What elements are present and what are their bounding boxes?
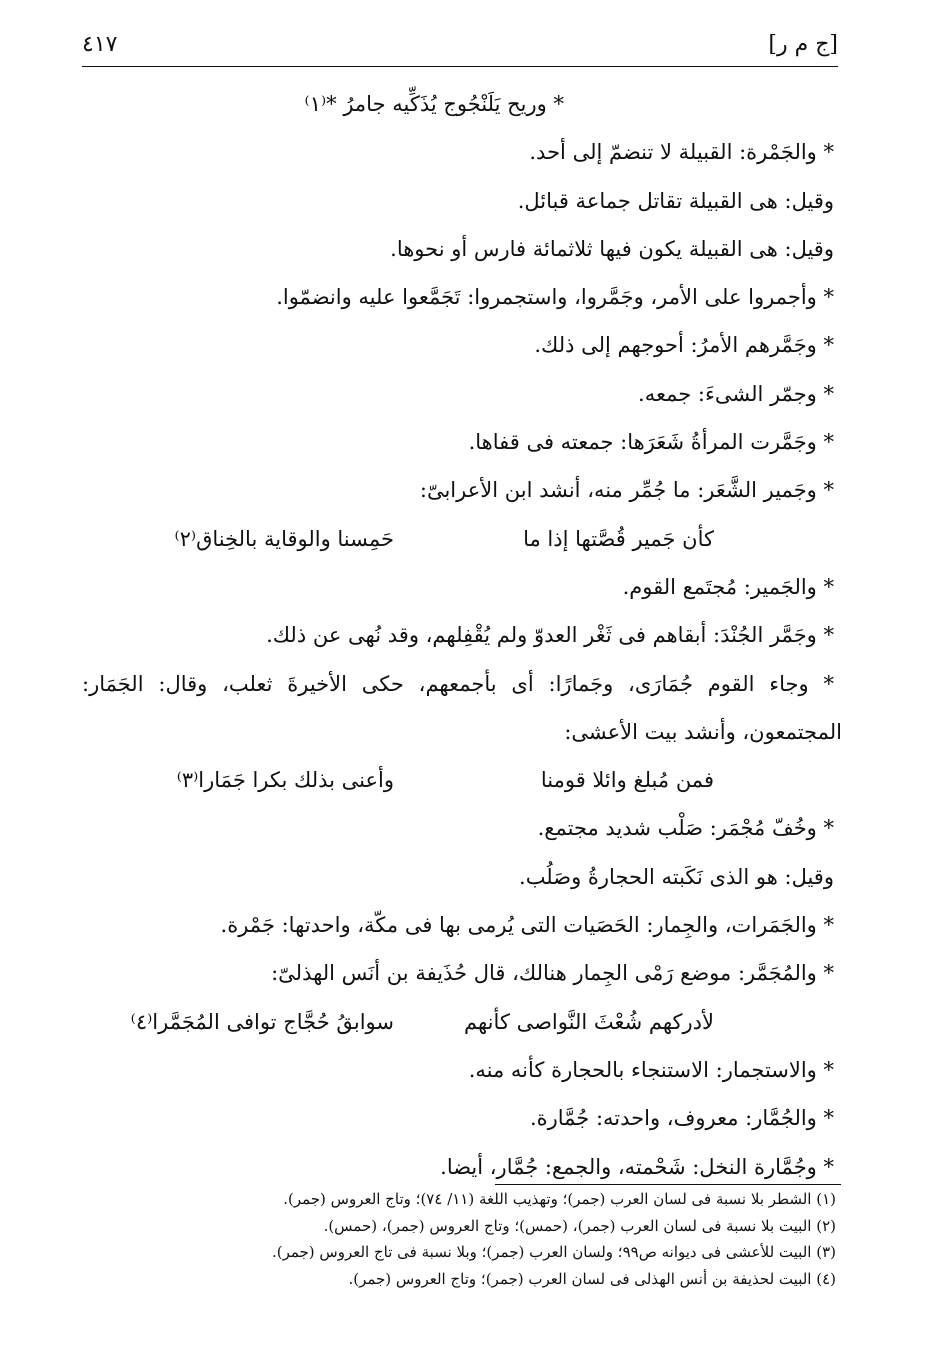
text-line: * وجَمير الشَّعَر: ما جُمِّر منه، أنشد ابن الأعرابىّ: — [419, 478, 834, 503]
root-heading: [ج م ر] — [768, 32, 838, 57]
poetry-verse — [82, 756, 834, 804]
text-line: * وجاء القوم جُمَارَى، وجَمارًا: أى بأجمعهم، حكى الأخيرةَ ثعلب، وقال: الجَمَار: — [82, 671, 834, 696]
text-line: * والجَمْرة: القبيلة لا تنضمّ إلى أحد. — [529, 140, 834, 165]
verse-second-hemistich: حَمِسنا والوقاية بالخِناق⁽٢⁾ — [174, 526, 394, 551]
poetry-verse — [82, 998, 834, 1046]
poetry-verse — [82, 515, 834, 563]
text-line: * والجَمَرات، والجِمار: الحَصَيات التى يُرمى بها فى مكّة، واحدتها: جَمْرة. — [220, 913, 834, 938]
text-line: * والمُجَمَّر: موضع رَمْى الجِمار هنالك، قال حُذَيفة بن أنَس الهذلىّ: — [271, 961, 834, 986]
footnote: (٣) البيت للأعشى فى ديوانه ص٩٩؛ ولسان العرب (جمر)؛ وبلا نسبة فى تاج العروس (جمر). — [271, 1243, 836, 1261]
footnote: (٤) البيت لحذيفة بن أنس الهذلى فى لسان العرب (جمر)؛ وتاج العروس (جمر). — [348, 1269, 836, 1288]
page-number: ٤١٧ — [82, 32, 118, 57]
verse-half-line: * وريح يَلَنْجُوج يُذَكِّيه جامرُ *⁽١⁾ — [304, 92, 564, 116]
text-line: وقيل: هو الذى نَكَبته الحجارةُ وصَلُب. — [519, 864, 834, 889]
text-line: * والجَمير: مُجتَمع القوم. — [622, 574, 834, 599]
verse-second-hemistich: سوابقُ حُجَّاج توافى المُجَمَّرا⁽٤⁾ — [130, 1009, 394, 1034]
entry-body — [82, 80, 842, 1191]
text-line: * وجمّر الشىءَ: جمعه. — [638, 381, 834, 406]
text-line: * وجُمَّارة النخل: شَحْمته، والجمع: جُمَّار، أيضا. — [440, 1154, 834, 1179]
footnotes — [82, 1186, 836, 1292]
verse-second-hemistich: وأعنى بذلك بكرا جَمَارا⁽٣⁾ — [176, 768, 394, 793]
text-line: * وجَمَّر الجُنْدَ: أبقاهم فى ثَغْر العدوّ ولم يُقْفِلهم، وقد نُهى عن ذلك. — [266, 623, 834, 648]
verse-first-hemistich: كأن جَمير قُصَّتها إذا ما — [523, 526, 714, 551]
text-line: المجتمعون، وأنشد بيت الأعشى: — [564, 719, 842, 744]
text-line: * وخُفّ مُجْمَر: صَلْب شديد مجتمع. — [537, 816, 834, 841]
text-line: * وجَمَّرت المرأةُ شَعَرَها: جمعته فى قفاها. — [468, 430, 834, 455]
page-header — [82, 30, 838, 64]
text-line: * وجَمَّرهم الأمرُ: أحوجهم إلى ذلك. — [534, 333, 834, 358]
text-line: * وأجمروا على الأمر، وجَمَّروا، واستجمروا: تَجَمَّعوا عليه وانضمّوا. — [276, 285, 834, 310]
text-line: * والاستجمار: الاستنجاء بالحجارة كأنه منه. — [468, 1057, 834, 1082]
header-rule — [82, 66, 838, 67]
text-line: وقيل: هى القبيلة يكون فيها ثلاثمائة فارس أو نحوها. — [390, 236, 834, 261]
verse-first-hemistich: لأدركهم شُعْثَ النَّواصى كأنهم — [464, 1009, 714, 1034]
text-line: * والجُمَّار: معروف، واحدته: جُمَّارة. — [529, 1106, 834, 1131]
verse-first-hemistich: فمن مُبلغ وائلا قومنا — [540, 768, 714, 793]
footnote: (٢) البيت بلا نسبة فى لسان العرب (جمر)، (حمس)؛ وتاج العروس (جمر)، (حمس). — [323, 1216, 836, 1235]
footnote-rule — [495, 1184, 841, 1185]
footnote: (١) الشطر بلا نسبة فى لسان العرب (جمر)؛ وتهذيب اللغة (١١/ ٧٤)؛ وتاج العروس (جمر). — [283, 1190, 836, 1208]
text-line: وقيل: هى القبيلة تقاتل جماعة قبائل. — [517, 188, 834, 213]
